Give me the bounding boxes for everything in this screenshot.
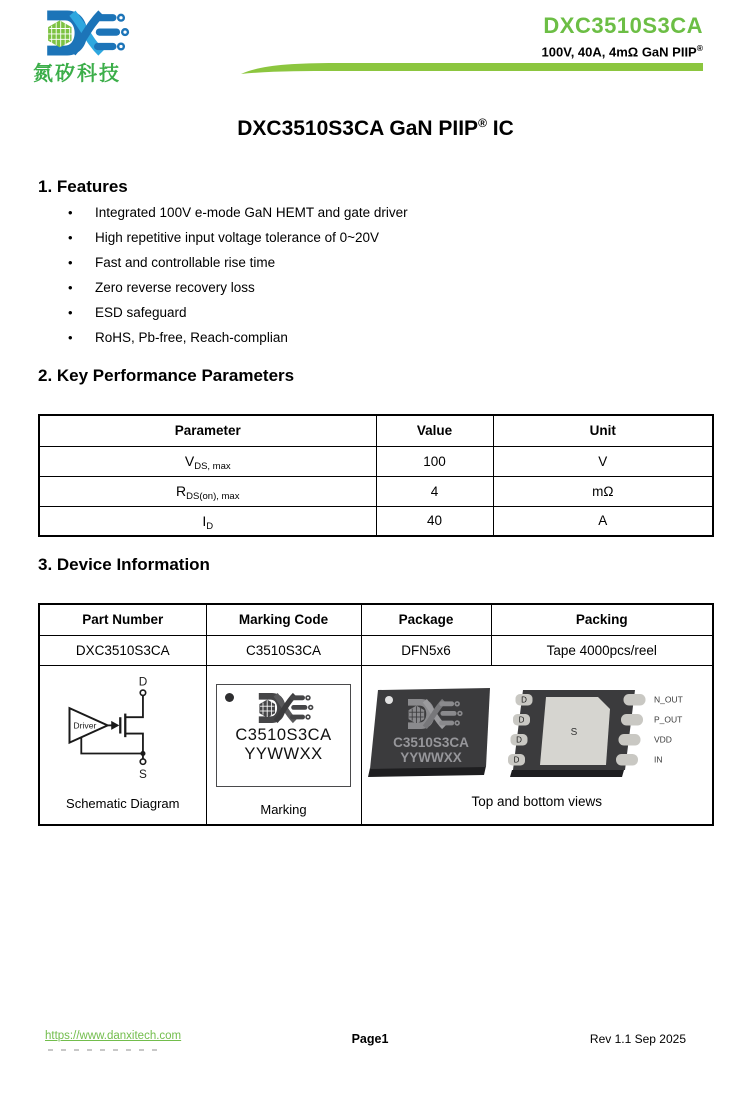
company-name: 氮矽科技 bbox=[33, 63, 121, 85]
driver-label: Driver bbox=[73, 720, 97, 731]
pad-label-d: D bbox=[520, 695, 527, 704]
feature-item: • Zero reverse recovery loss bbox=[68, 280, 255, 295]
pin-label-vdd: VDD bbox=[653, 734, 672, 744]
unit-cell: V bbox=[493, 446, 713, 476]
chip-bottom-view bbox=[506, 686, 710, 786]
page-title: DXC3510S3CA GaN PIIP® IC bbox=[237, 116, 514, 140]
performance-table bbox=[38, 414, 714, 537]
bullet-icon: • bbox=[68, 205, 73, 220]
col-header-value: Value bbox=[376, 415, 493, 446]
marking-text-line1: C3510S3CA bbox=[235, 725, 332, 744]
feature-item: • ESD safeguard bbox=[68, 305, 187, 320]
performance-heading: 2. Key Performance Parameters bbox=[38, 366, 295, 385]
schematic-cell bbox=[39, 665, 206, 825]
registered-mark: ® bbox=[696, 43, 703, 53]
col-header-unit: Unit bbox=[493, 415, 713, 446]
schematic-caption: Schematic Diagram bbox=[66, 796, 180, 811]
revision-text: Rev 1.1 Sep 2025 bbox=[589, 1032, 686, 1046]
chip-marking-line2: YYWWXX bbox=[399, 749, 462, 765]
value-cell: 40 bbox=[376, 506, 493, 536]
feature-item: • RoHS, Pb-free, Reach-complian bbox=[68, 330, 288, 345]
marking-illustration bbox=[216, 684, 351, 787]
drain-terminal-icon bbox=[140, 690, 145, 695]
pad-label-d: D bbox=[513, 755, 520, 764]
package-cell: DFN5x6 bbox=[361, 635, 491, 665]
table-header-row bbox=[39, 415, 713, 446]
table-image-row bbox=[39, 665, 713, 825]
company-logo-icon bbox=[34, 6, 136, 60]
unit-cell: A bbox=[493, 506, 713, 536]
bullet-icon: • bbox=[68, 230, 73, 245]
features-list bbox=[38, 200, 698, 350]
feature-item: • Fast and controllable rise time bbox=[68, 255, 276, 270]
feature-item: • High repetitive input voltage tolerance of 0~20V bbox=[68, 230, 380, 245]
col-header-parameter: Parameter bbox=[39, 415, 376, 446]
marking-caption: Marking bbox=[260, 802, 307, 817]
schematic-diagram bbox=[55, 674, 191, 784]
header-rule bbox=[241, 62, 703, 75]
pin-label-pout: P_OUT bbox=[653, 714, 683, 724]
clipped-text-artifact bbox=[48, 1049, 160, 1051]
footer-link[interactable]: https://www.danxitech.com bbox=[45, 1030, 182, 1042]
views-caption: Top and bottom views bbox=[471, 794, 603, 809]
header-part-number: DXC3510S3CA bbox=[543, 13, 703, 38]
unit-cell: mΩ bbox=[493, 476, 713, 506]
registered-mark: ® bbox=[478, 116, 487, 130]
header-subtitle: 100V, 40A, 4mΩ GaN PIIP® bbox=[541, 43, 703, 60]
source-terminal-icon bbox=[140, 758, 145, 763]
bullet-icon: • bbox=[68, 255, 73, 270]
bullet-icon: • bbox=[68, 280, 73, 295]
marking-cell bbox=[206, 665, 361, 825]
pad-label-s: S bbox=[570, 726, 578, 738]
chip-marking-line1: C3510S3CA bbox=[392, 734, 469, 750]
col-header-package: Package bbox=[361, 604, 491, 635]
junction-dot-icon bbox=[140, 750, 145, 755]
gate-arrow-icon bbox=[111, 720, 119, 729]
table-row bbox=[39, 635, 713, 665]
package-views-cell bbox=[361, 665, 713, 825]
table-row bbox=[39, 476, 713, 506]
col-header-part-number: Part Number bbox=[39, 604, 206, 635]
parameter-cell: $V_{DS, max}$ bbox=[39, 446, 376, 476]
value-cell: 4 bbox=[376, 476, 493, 506]
packing-cell: Tape 4000pcs/reel bbox=[491, 635, 713, 665]
chip-top-view bbox=[364, 686, 504, 786]
parameter-cell: $R_{DS(on), max}$ bbox=[39, 476, 376, 506]
page-number: Page1 bbox=[351, 1032, 389, 1046]
bullet-icon: • bbox=[68, 330, 73, 345]
table-row bbox=[39, 506, 713, 536]
features-heading: 1. Features bbox=[38, 177, 128, 196]
bullet-icon: • bbox=[68, 305, 73, 320]
drain-label: D bbox=[138, 674, 147, 688]
col-header-marking-code: Marking Code bbox=[206, 604, 361, 635]
marking-logo-icon bbox=[251, 690, 317, 726]
device-table bbox=[38, 603, 714, 826]
pin-label-in: IN bbox=[653, 754, 663, 764]
pad-label-d: D bbox=[518, 715, 525, 724]
feature-item: • Integrated 100V e-mode GaN HEMT and gate driver bbox=[68, 205, 408, 220]
pin1-dot-icon bbox=[385, 696, 393, 704]
parameter-cell: $I_D$ bbox=[39, 506, 376, 536]
source-label: S bbox=[138, 767, 147, 781]
marking-code-cell: C3510S3CA bbox=[206, 635, 361, 665]
part-number-cell: DXC3510S3CA bbox=[39, 635, 206, 665]
device-heading: 3. Device Information bbox=[38, 555, 210, 574]
marking-text-line2: YYWWXX bbox=[244, 744, 323, 763]
pin1-dot-icon bbox=[225, 693, 234, 702]
table-header-row bbox=[39, 604, 713, 635]
pad-label-d: D bbox=[515, 735, 522, 744]
pin-label-nout: N_OUT bbox=[653, 694, 683, 704]
value-cell: 100 bbox=[376, 446, 493, 476]
table-row bbox=[39, 446, 713, 476]
col-header-packing: Packing bbox=[491, 604, 713, 635]
